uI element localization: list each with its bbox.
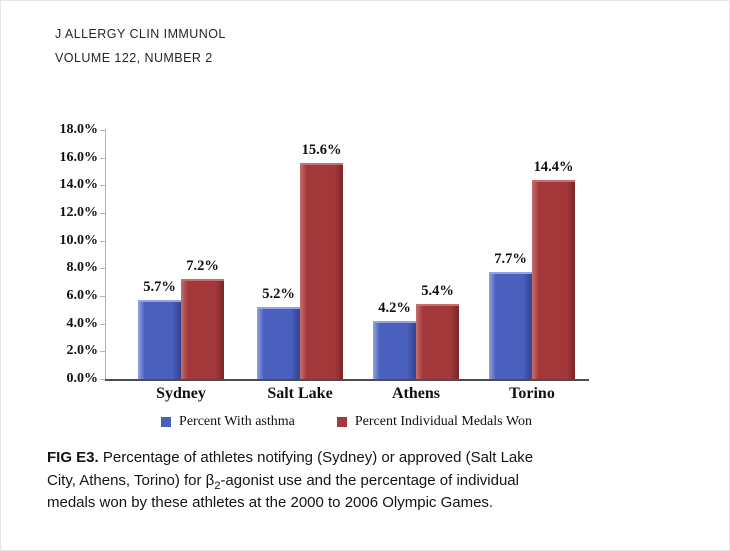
- chart-legend: [105, 414, 588, 430]
- caption-line: City, Athens, Torino) for $\beta_2$-agonist use and the percentage of individual: [47, 471, 519, 492]
- category-label-torino: Torino: [509, 385, 555, 402]
- figure-label: FIG E3.: [47, 449, 99, 466]
- data-label: 4.2%: [378, 300, 411, 316]
- bar-sydney-series1: [138, 300, 181, 379]
- bar-sydney-series2: [181, 279, 224, 379]
- data-label: 5.4%: [421, 283, 454, 299]
- plot-area: [105, 130, 588, 379]
- bar-torino-series2: [532, 180, 575, 379]
- journal-name: J ALLERGY CLIN IMMUNOL: [55, 27, 226, 41]
- legend-item: [161, 414, 295, 430]
- x-axis-line: [105, 379, 589, 381]
- y-axis-tick-label: 14.0%: [59, 177, 98, 193]
- data-label: 5.7%: [143, 279, 176, 295]
- data-label: 5.2%: [262, 286, 295, 302]
- bar-torino-series1: [489, 272, 532, 379]
- data-label: 14.4%: [533, 159, 574, 175]
- legend-label: Percent Individual Medals Won: [354, 414, 532, 429]
- y-axis-tick-label: 0.0%: [66, 371, 98, 386]
- y-axis-tick-label: 8.0%: [66, 260, 98, 276]
- data-label: 7.7%: [494, 251, 527, 267]
- y-axis-tick-label: 4.0%: [66, 315, 98, 331]
- beta-subscript: 2: [214, 479, 221, 492]
- category-label-salt-lake: Salt Lake: [267, 385, 333, 402]
- y-axis-tick-label: 12.0%: [59, 205, 98, 220]
- bar-athens-series2: [416, 304, 459, 379]
- legend-swatch-icon: [337, 417, 347, 427]
- y-axis-tick-label: 18.0%: [59, 122, 98, 137]
- category-label-athens: Athens: [391, 385, 441, 402]
- data-label: 15.6%: [301, 142, 342, 158]
- journal-volume: VOLUME 122, NUMBER 2: [55, 51, 213, 65]
- y-axis-tick-label: 10.0%: [59, 232, 98, 248]
- y-axis-tick-label: 6.0%: [66, 288, 98, 303]
- category-label-sydney: Sydney: [156, 385, 206, 402]
- data-label: 7.2%: [186, 258, 219, 274]
- legend-swatch-icon: [161, 417, 171, 427]
- legend-label: Percent With asthma: [179, 414, 295, 429]
- legend-item: [337, 414, 532, 430]
- bar-salt-lake-series1: [257, 307, 300, 379]
- bar-athens-series1: [373, 321, 416, 379]
- y-axis-tick-label: 16.0%: [59, 149, 98, 165]
- figure-caption: [47, 447, 667, 515]
- journal-header: [55, 22, 226, 70]
- y-axis-tick-label: 2.0%: [66, 343, 98, 359]
- caption-line: FIG E3. Percentage of athletes notifying (Sydney) or approved (Salt Lake: [47, 449, 534, 466]
- bar-salt-lake-series2: [300, 163, 343, 379]
- caption-line: medals won by these athletes at the 2000 to 2006 Olympic Games.: [47, 494, 494, 511]
